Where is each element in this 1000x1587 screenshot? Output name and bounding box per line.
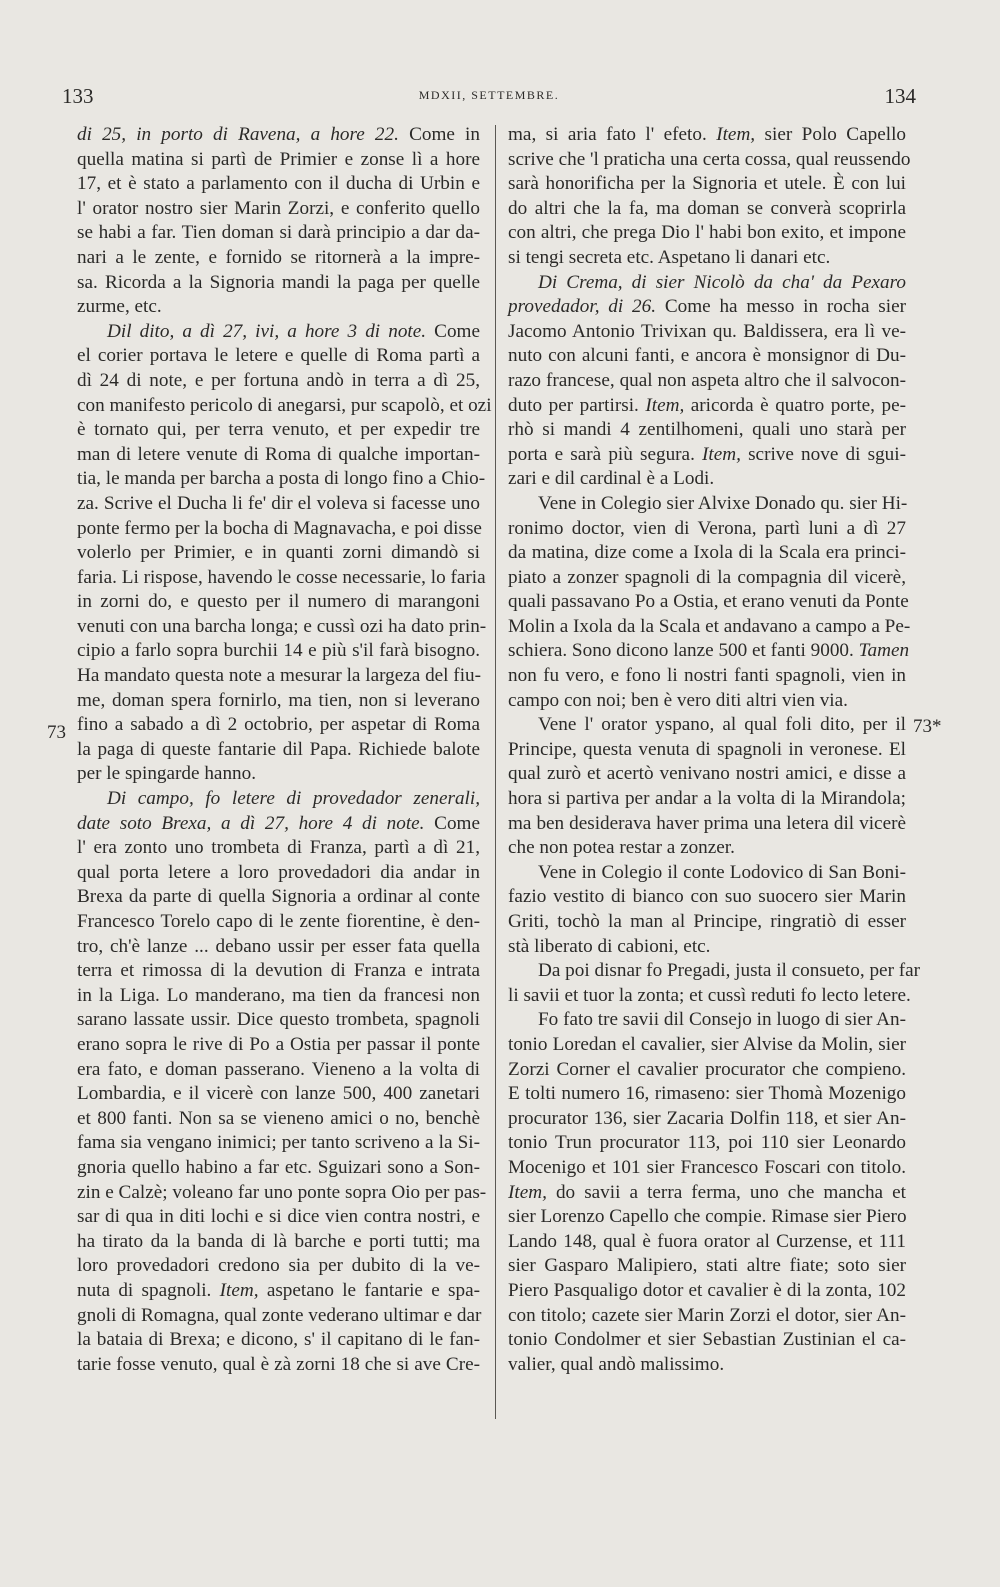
text-segment: scrive nove di sgui-: [740, 443, 906, 465]
text-line: [508, 221, 906, 246]
text-segment: Principe, questa venuta di spagnoli in veronese. El: [508, 738, 906, 760]
text-line: [77, 713, 480, 738]
text-line: [508, 566, 906, 591]
text-segment: la paga di queste fantarie dil Papa. Richiede balote: [77, 738, 480, 760]
text-segment: rhò si mandi 4 zentilhomeni, quali uno starà per: [508, 419, 906, 441]
text-segment: Come: [424, 812, 480, 834]
text-line: [77, 861, 480, 886]
page-number-right: 134: [884, 84, 916, 108]
text-line: [77, 418, 480, 443]
text-line: [508, 467, 906, 492]
text-line: [77, 959, 480, 984]
text-segment: procurator 136, sier Zacaria Dolfin 118, et sier An-: [508, 1107, 906, 1129]
text-segment: con manifesto pericolo di anegarsi, pur scapolò, et ozi: [77, 394, 492, 416]
text-segment: tarie fosse venuto, qual è zà zorni 18 che si ave Cre-: [77, 1353, 480, 1375]
text-segment: volerlo per Primier, e in quanti zorni dimandò si: [77, 542, 480, 564]
text-segment: faria. Li rispose, havendo le cosse necessarie, lo faria: [77, 566, 486, 588]
text-segment: ma, si aria fato l' efeto.: [508, 124, 717, 145]
text-segment: che non potea restar a zonzer.: [508, 837, 735, 859]
text-segment: hora si partiva per andar a la volta di la Mirandola;: [508, 788, 906, 810]
text-line: [77, 148, 480, 173]
text-segment: nuta di spagnoli.: [77, 1279, 220, 1301]
text-segment: 17, et è stato a parlamento con il ducha di Urbin e: [77, 173, 480, 195]
text-line: [508, 738, 906, 763]
text-segment: da matina, dize come a Ixola di la Scala era princi-: [508, 542, 906, 564]
text-line: [508, 910, 906, 935]
text-line: [508, 1008, 906, 1033]
text-line: [508, 1304, 906, 1329]
text-line: [77, 566, 486, 591]
text-segment: non fu vero, e fono li nostri fanti spagnoli, vien in: [508, 665, 906, 687]
text-segment: fazio vestito di bianco con suo suocero sier Marin: [508, 886, 906, 908]
text-line: [508, 762, 906, 787]
text-line: [77, 812, 480, 837]
text-line: [77, 1205, 480, 1230]
text-segment: schiera. Sono dicono lanze 500 et fanti 9000.: [508, 640, 859, 662]
italic-text: Tamen: [858, 640, 910, 662]
text-segment: Jacomo Antonio Trivixan qu. Baldissera, era lì ve-: [508, 320, 906, 342]
text-line: [508, 885, 906, 910]
text-segment: tonio Trun procurator 113, poi 110 sier Leonardo: [508, 1132, 906, 1154]
text-segment: sier Lorenzo Capello che compie. Rimase sier Piero: [508, 1206, 907, 1228]
text-segment: tonio Loredan el cavalier, sier Alvise da Molin, sier: [508, 1033, 906, 1055]
text-segment: Francesco Torelo capo di le zente fiorentine, è den-: [77, 911, 480, 932]
text-line: [508, 1254, 906, 1279]
text-line: [508, 984, 911, 1009]
text-line: [77, 935, 480, 960]
text-segment: Vene in Colegio sier Alvixe Donado qu. sier Hi-: [538, 492, 908, 514]
text-line: [508, 935, 906, 960]
text-line: [77, 123, 480, 148]
text-line: [508, 369, 906, 394]
text-line: [77, 787, 480, 812]
text-line: [508, 1328, 906, 1353]
text-line: [77, 1107, 480, 1132]
text-line: [508, 295, 906, 320]
text-line: [77, 344, 480, 369]
text-segment: sar di qua in diti lochi e si dice vien contra nostri, e: [77, 1206, 480, 1228]
text-line: [508, 959, 921, 984]
text-line: [77, 443, 480, 468]
text-segment: Molin a Ixola da la Scala et andavano a campo a Pe-: [508, 615, 911, 637]
text-line: [508, 1131, 906, 1156]
text-line: [77, 1328, 480, 1353]
text-segment: ma ben desiderava haver prima una letera dil vicerè: [508, 812, 906, 834]
text-line: [77, 369, 480, 394]
text-segment: Vene l' orator yspano, al qual foli dito, per il: [538, 714, 906, 736]
text-segment: per le spingarde hanno.: [77, 763, 257, 785]
text-line: [77, 762, 480, 787]
text-segment: ponte fermo per la bocha di Magnavacha, e poi disse: [77, 517, 482, 539]
text-line: [77, 689, 480, 714]
text-line: [508, 320, 906, 345]
text-line: [77, 1156, 480, 1181]
text-line: [508, 1033, 906, 1058]
text-segment: razo francese, qual non aspeta altro che il salvocon-: [508, 369, 906, 391]
text-line: [508, 590, 909, 615]
text-line: [77, 1254, 480, 1279]
text-segment: zurme, etc.: [77, 296, 162, 318]
text-line: [77, 467, 486, 492]
text-segment: dì 24 di note, e per fortuna andò in terra a dì 25,: [77, 369, 480, 391]
text-line: [508, 787, 906, 812]
text-segment: l' orator nostro sier Marin Zorzi, e conferito quello: [77, 197, 480, 219]
text-segment: la bataia di Brexa; e dicono, s' il capitano di le fan-: [77, 1329, 480, 1351]
text-line: [508, 172, 906, 197]
text-segment: Vene in Colegio il conte Lodovico di San Boni-: [538, 861, 906, 883]
text-segment: Mocenigo et 101 sier Francesco Foscari con titolo.: [508, 1156, 906, 1178]
text-line: [508, 1230, 906, 1255]
text-line: [77, 590, 480, 615]
text-line: [77, 1304, 480, 1329]
text-segment: E tolti numero 16, rimaseno: sier Thomà Mozenigo: [508, 1083, 906, 1105]
text-line: [77, 197, 480, 222]
text-line: [77, 1353, 480, 1378]
text-line: [508, 394, 906, 419]
right-column: [508, 123, 921, 1377]
text-segment: zin e Calzè; voleano far uno ponte sopra Oio per pas-: [77, 1181, 487, 1203]
text-segment: Come in: [398, 124, 480, 145]
text-line: [508, 246, 906, 271]
text-line: [77, 738, 480, 763]
text-line: [508, 812, 906, 837]
italic-text: date soto Brexa, a dì 27, hore 4 di note.: [77, 812, 425, 834]
text-segment: aricorda è quatro porte, pe-: [684, 394, 906, 416]
text-line: [77, 517, 480, 542]
italic-text: Item,: [219, 1279, 259, 1301]
text-line: [77, 664, 480, 689]
text-segment: terra et rimossa di la devution di Franza e intrata: [77, 960, 480, 982]
italic-text: Item,: [716, 124, 756, 145]
text-segment: fino a sabado a dì 2 octobrio, per aspetar di Roma: [77, 714, 480, 736]
text-segment: se habi a far. Tien doman si darà principio a dar da-: [77, 222, 480, 244]
text-segment: porta e sarà più segura.: [508, 443, 703, 465]
page-header: [62, 84, 916, 114]
text-segment: Come: [426, 320, 480, 342]
text-line: [508, 1058, 906, 1083]
text-line: [508, 148, 911, 173]
text-line: [508, 639, 910, 664]
text-segment: el corier portava le letere e quelle di Roma partì a: [77, 345, 480, 367]
text-segment: za. Scrive el Ducha li fe' dir el voleva si facesse uno: [77, 492, 480, 514]
text-line: [77, 271, 480, 296]
text-segment: tia, le manda per barcha a posta di longo fino a Chio-: [77, 468, 486, 490]
text-segment: in la Liga. Lo manderano, ma tien da francesi non: [77, 984, 480, 1006]
text-segment: ha tirato da la banda di là barche e porti tutti; ma: [77, 1230, 480, 1252]
text-segment: Fo fato tre savii dil Consejo in luogo di sier An-: [538, 1009, 906, 1031]
italic-text: Item,: [508, 1181, 547, 1203]
text-segment: erano sopra le rive di Po a Ostia per passar il ponte: [77, 1033, 480, 1055]
text-segment: Griti, tochò la man al Principe, ringratiò di esser: [508, 911, 906, 932]
text-segment: campo con noi; ben è vero diti altri vien via.: [508, 689, 848, 711]
text-segment: sa. Ricorda a la Signoria mandi la paga per quelle: [77, 271, 480, 293]
text-segment: tro, ch'è lanze ... debano ussir per esser fata quella: [77, 935, 480, 957]
text-line: [77, 1058, 480, 1083]
text-segment: Brexa da parte di quella Signoria a ordinar al conte: [77, 886, 480, 908]
text-segment: me, doman spera fornirlo, ma tien, non si leverano: [77, 689, 480, 711]
text-segment: aspetano le fantarie e spa-: [258, 1279, 480, 1301]
text-line: [508, 517, 906, 542]
text-segment: venuti con una barcha longa; e cussì ozi ha dato prin-: [77, 615, 487, 637]
text-segment: loro provedadori credono sia per dubito di la ve-: [77, 1255, 480, 1277]
text-line: [77, 836, 480, 861]
text-segment: li savii et tuor la zonta; et cussì reduti fo lecto letere.: [508, 984, 911, 1006]
text-line: [508, 344, 906, 369]
text-line: [77, 984, 480, 1009]
text-line: [77, 1008, 480, 1033]
text-segment: piato a zonzer spagnoli di la compagnia dil vicerè,: [508, 566, 906, 588]
left-column: [77, 123, 492, 1377]
text-line: [508, 689, 906, 714]
text-line: [508, 1156, 906, 1181]
text-segment: l' era zonto uno trombeta di Franza, partì a dì 21,: [77, 837, 480, 859]
text-line: [508, 443, 906, 468]
text-line: [77, 246, 480, 271]
text-line: [508, 713, 906, 738]
text-line: [77, 885, 480, 910]
italic-text: Dil dito, a dì 27, ivi, a hore 3 di note.: [107, 320, 427, 342]
text-line: [508, 1205, 906, 1230]
italic-text: provedador, di 26.: [508, 296, 657, 318]
italic-text: di 25, in porto di Ravena, a hore 22.: [77, 124, 399, 145]
text-segment: Lando 148, qual è fuora orator al Curzense, et 111: [508, 1230, 906, 1252]
text-line: [77, 615, 487, 640]
text-line: [508, 1082, 906, 1107]
text-line: [77, 1181, 487, 1206]
running-title: MDXII, SETTEMBRE.: [418, 88, 560, 102]
text-line: [77, 221, 480, 246]
text-segment: stà liberato di cabioni, etc.: [508, 935, 711, 957]
text-line: [508, 418, 906, 443]
text-segment: cipio a farlo sopra burchii 14 e più s'il farà bisogno.: [77, 640, 480, 662]
text-line: [508, 1181, 906, 1206]
text-segment: gnoria quello habino a far etc. Sguizari sono a Son-: [77, 1156, 480, 1178]
text-line: [508, 197, 906, 222]
text-line: [77, 639, 480, 664]
text-segment: quella matina si partì de Primier e zonse lì a hore: [77, 148, 480, 170]
text-segment: gnoli di Romagna, qual zonte vederano ultimar e dar: [77, 1304, 482, 1326]
text-segment: si tengi secreta etc. Aspetano li danari etc.: [508, 246, 831, 268]
text-segment: era fato, e doman passerano. Vieneno a la volta di: [77, 1058, 480, 1080]
text-segment: do altri che la fa, ma doman se converà scoprirla: [508, 197, 906, 219]
text-segment: sarano lassate ussir. Dice questo trombeta, spagnoli: [77, 1009, 480, 1031]
text-line: [77, 910, 480, 935]
text-line: [508, 861, 906, 886]
text-line: [508, 836, 906, 861]
text-segment: sier Polo Capello: [755, 124, 906, 145]
margin-number-left: 73: [47, 722, 66, 743]
text-segment: man di letere venute di Roma di qualche importan-: [77, 443, 480, 465]
text-segment: è tornato qui, per terra venuto, et per expedir tre: [77, 419, 480, 441]
text-line: [508, 1107, 906, 1132]
text-line: [508, 1353, 906, 1378]
text-line: [77, 394, 492, 419]
text-segment: valier, qual andò malissimo.: [508, 1353, 725, 1375]
text-line: [77, 320, 480, 345]
page-number-left: 133: [62, 84, 94, 108]
text-line: [508, 541, 906, 566]
text-line: [77, 1279, 480, 1304]
text-segment: qual porta letere a loro provedadori dia andar in: [77, 861, 480, 883]
text-line: [77, 1033, 480, 1058]
text-line: [77, 1131, 480, 1156]
text-line: [77, 1082, 480, 1107]
text-segment: Come ha messo in rocha sier: [656, 296, 906, 318]
text-segment: Piero Pasqualigo dotor et cavalier è di la zonta, 102: [508, 1279, 906, 1301]
text-segment: nari a le zente, e fornido se ritornerà a la impre-: [77, 246, 480, 268]
text-segment: qual zurò et acertò venivano nostri amici, e disse a: [508, 763, 906, 785]
text-segment: quali passavano Po a Ostia, et erano venuti da Ponte: [508, 591, 909, 613]
text-line: [77, 172, 480, 197]
text-segment: in zorni do, e questo per il numero di marangoni: [77, 591, 480, 613]
italic-text: Di Crema, di sier Nicolò da cha' da Pexaro: [538, 271, 906, 293]
text-segment: Ha mandato questa note a mesurar la largeza del fiu-: [77, 665, 482, 687]
text-segment: sarà honorificha per la Signoria et utele. È con lui: [508, 173, 906, 195]
text-segment: duto per partirsi.: [508, 394, 646, 416]
margin-number-right: 73*: [913, 716, 942, 737]
text-segment: Da poi disnar fo Pregadi, justa il consueto, per far: [538, 960, 921, 982]
text-segment: Zorzi Corner el cavalier procurator che compieno.: [508, 1058, 906, 1080]
text-line: [508, 615, 911, 640]
text-line: [77, 541, 480, 566]
text-line: [77, 492, 480, 517]
text-line: [508, 1279, 906, 1304]
column-divider: [495, 125, 496, 1419]
text-segment: Lombardia, e il vicerè con lanze 500, 400 zanetari: [77, 1083, 480, 1105]
text-segment: con titolo; cazete sier Marin Zorzi el dotor, sier An-: [508, 1304, 906, 1326]
italic-text: Item,: [645, 394, 685, 416]
text-segment: con altri, che prega Dio l' habi bon exito, et impone: [508, 222, 906, 244]
text-line: [508, 492, 906, 517]
italic-text: Item,: [702, 443, 741, 465]
text-segment: do savii a terra ferma, uno che mancha et: [546, 1181, 906, 1203]
text-segment: fama sia vengano inimici; per tanto scriveno a la Si-: [77, 1132, 480, 1154]
text-line: [508, 271, 906, 296]
text-line: [508, 664, 906, 689]
text-segment: sier Gasparo Malipiero, stati altre fiate; soto sier: [508, 1255, 906, 1277]
text-segment: zari e dil cardinal è a Lodi.: [508, 468, 715, 490]
text-segment: scrive che 'l praticha una certa cossa, qual reussendo: [508, 148, 911, 170]
text-segment: et 800 fanti. Non sa se vieneno amici o no, benchè: [77, 1107, 480, 1129]
text-line: [77, 295, 480, 320]
text-segment: ronimo doctor, vien di Verona, partì luni a dì 27: [508, 517, 906, 539]
text-line: [508, 123, 906, 148]
text-segment: tonio Condolmer et sier Sebastian Zustinian el ca-: [508, 1329, 906, 1351]
text-line: [77, 1230, 480, 1255]
italic-text: Di campo, fo letere di provedador zenerali,: [107, 788, 480, 810]
text-segment: nuto con alcuni fanti, e ancora è monsignor di Du-: [508, 345, 906, 367]
